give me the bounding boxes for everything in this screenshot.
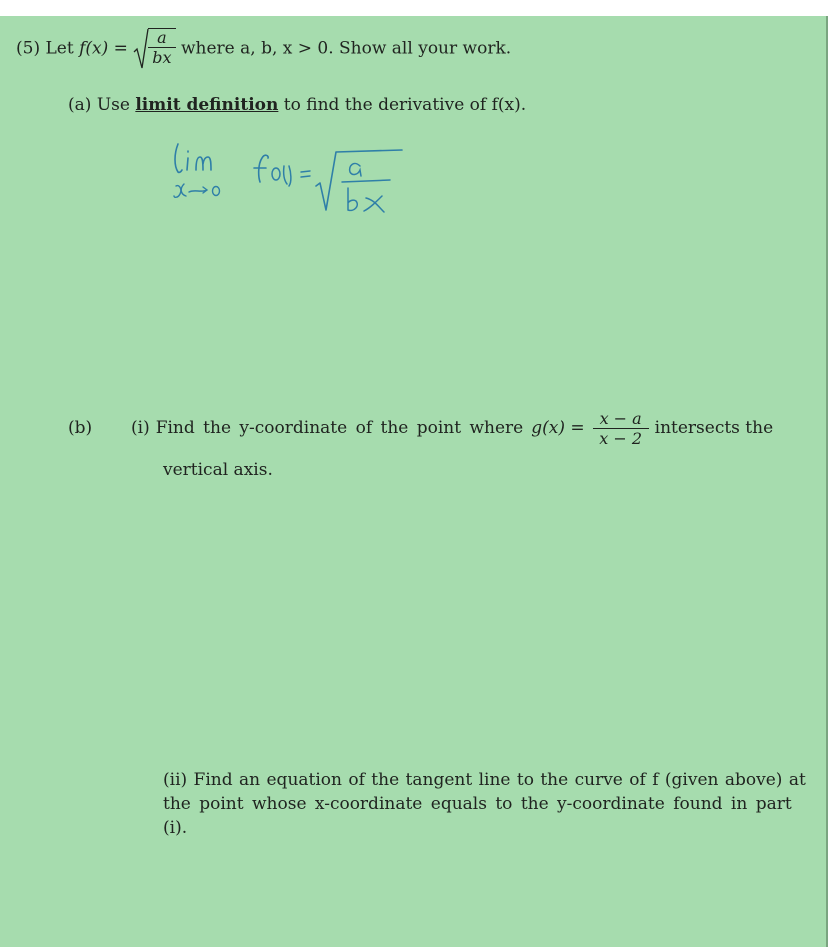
part-b-i-continuation: vertical axis. [163,460,273,480]
sqrt-numerator: a [157,28,167,47]
sqrt-denominator: bx [148,47,175,66]
part-a-statement [68,95,526,115]
part-a-text-after: to find the derivative of f(x). [283,95,527,115]
worksheet-page [0,16,828,947]
part-b-ii-line-2: the point whose x-coordinate equals to the y-coordinate found in part [163,794,792,814]
condition-text: where a, b, x > 0. Show all your work. [180,38,512,59]
handwriting-strokes-icon [170,140,430,220]
g-numerator: x − a [599,408,642,428]
sqrt-fraction [148,29,175,66]
problem-statement [16,28,511,70]
part-b-ii-line-1: (ii) Find an equation of the tangent line to the curve of f (given above) at [163,770,806,790]
g-function-lhs: g(x) = [531,418,585,438]
radical-sign-icon [133,28,149,70]
handwritten-answer [170,140,430,220]
sqrt-expression [133,28,175,70]
part-a-text-before: Use [96,95,130,115]
part-a-emphasis: limit definition [135,95,279,115]
part-b-i-text-after: intersects the [654,418,774,438]
part-b-i-text-before: Find the y-coordinate of the point where [155,418,524,438]
part-b-ii-line-3: (i). [163,818,188,838]
g-fraction [593,410,649,447]
function-lhs: f(x) = [79,38,128,59]
part-a-label: (a) [68,95,92,115]
part-b-i-label: (i) [131,418,150,438]
part-b-label: (b) [68,418,93,438]
g-denominator: x − 2 [593,428,649,447]
part-b-i-statement [131,404,773,452]
problem-number: (5) [16,38,41,59]
let-text: Let [45,38,74,59]
